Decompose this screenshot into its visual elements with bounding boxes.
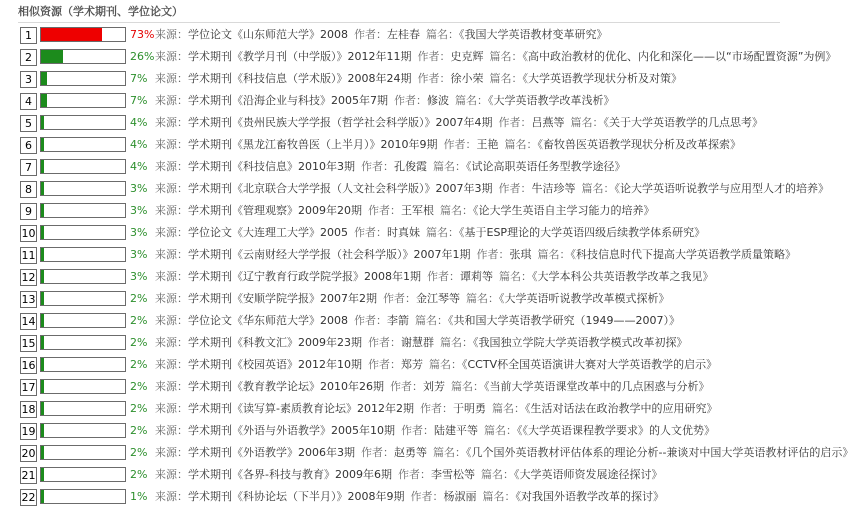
author-label: 作者：	[419, 402, 453, 415]
author-label: 作者：	[476, 248, 510, 261]
similarity-bar	[40, 313, 126, 328]
author-label: 作者：	[383, 292, 416, 305]
title-label: 篇名：	[451, 380, 484, 393]
similarity-percent: 73%	[130, 28, 155, 41]
similarity-bar	[40, 401, 126, 416]
similarity-bar	[40, 159, 126, 174]
similarity-bar	[40, 467, 126, 482]
similarity-bar-fill	[41, 50, 63, 63]
similarity-bar	[40, 115, 126, 130]
similarity-bar	[40, 137, 126, 152]
similarity-bar-fill	[41, 182, 44, 195]
source-label: 来源：	[155, 28, 188, 41]
source-link[interactable]: 学术期刊《安顺学院学报》2007年2期	[188, 292, 377, 305]
author-label: 作者：	[401, 424, 434, 437]
resource-info	[155, 398, 790, 420]
resource-info	[155, 442, 853, 464]
source-label: 来源：	[155, 490, 188, 503]
rank-number: 3	[20, 71, 37, 88]
list-item	[20, 332, 790, 354]
title-label: 篇名：	[581, 182, 615, 195]
title-label: 篇名：	[489, 72, 523, 85]
similarity-percent: 2%	[130, 380, 148, 393]
similarity-percent: 7%	[130, 72, 148, 85]
title-label: 篇名：	[499, 270, 532, 283]
list-item	[20, 222, 790, 244]
similarity-percent: 7%	[130, 94, 148, 107]
author-label: 作者：	[368, 204, 401, 217]
author-link[interactable]: 赵勇等	[394, 446, 427, 459]
section-title: 相似资源（学术期刊、学位论文）	[18, 4, 780, 23]
similarity-bar-fill	[41, 94, 47, 107]
source-link[interactable]: 学位论文《山东师范大学》2008	[188, 28, 348, 41]
title-link[interactable]: 《关于大学英语教学的几点思考》	[603, 116, 763, 129]
resource-info	[155, 178, 829, 200]
source-label: 来源：	[155, 204, 188, 217]
author-label: 作者：	[394, 94, 427, 107]
source-label: 来源：	[155, 94, 188, 107]
author-link[interactable]: 时真妹	[387, 226, 420, 239]
source-label: 来源：	[155, 226, 188, 239]
similarity-bar-fill	[41, 490, 44, 503]
title-link[interactable]: 《大学英语教学改革浅析》	[488, 94, 615, 107]
source-link[interactable]: 学术期刊《贵州民族大学学报（哲学社会科学版）》2007年4期	[188, 116, 493, 129]
similarity-bar-fill	[41, 292, 44, 305]
author-label: 作者：	[427, 270, 460, 283]
rank-number: 19	[21, 425, 36, 438]
resource-info	[155, 266, 790, 288]
rank-number: 7	[20, 159, 37, 176]
similarity-bar	[40, 27, 126, 42]
source-label: 来源：	[155, 336, 188, 349]
rank-number: 12	[21, 271, 36, 284]
source-label: 来源：	[155, 380, 188, 393]
rank-number: 10	[21, 227, 36, 240]
similarity-percent: 4%	[130, 160, 148, 173]
list-item	[20, 464, 790, 486]
title-label: 篇名：	[426, 226, 459, 239]
resource-info	[155, 222, 790, 244]
title-label: 篇名：	[426, 28, 459, 41]
title-link[interactable]: 《大学本科公共英语教学改革之我见》	[532, 270, 714, 283]
similarity-bar-fill	[41, 402, 44, 415]
source-link[interactable]: 学术期刊《教育教学论坛》2010年26期	[188, 380, 384, 393]
similarity-bar	[40, 423, 126, 438]
similarity-percent: 4%	[130, 116, 148, 129]
resource-info	[155, 46, 837, 68]
similarity-bar-fill	[41, 248, 44, 261]
author-link[interactable]: 史克辉	[450, 50, 484, 63]
list-item	[20, 486, 790, 508]
similarity-percent: 2%	[130, 424, 148, 437]
rank-number: 4	[20, 93, 37, 110]
source-link[interactable]: 学术期刊《北京联合大学学报（人文社会科学版）》2007年3期	[188, 182, 493, 195]
similarity-bar	[40, 93, 126, 108]
title-link[interactable]: 《大学英语教学现状分析及对策》	[522, 72, 682, 85]
author-link[interactable]: 王军根	[401, 204, 434, 217]
title-label: 篇名：	[484, 424, 517, 437]
similarity-bar-fill	[41, 204, 44, 217]
source-label: 来源：	[155, 402, 188, 415]
author-label: 作者：	[390, 380, 423, 393]
rank-number: 13	[21, 293, 36, 306]
similarity-bar	[40, 445, 126, 460]
resource-info	[155, 332, 790, 354]
list-item	[20, 442, 853, 464]
rank-number: 22	[21, 491, 36, 504]
source-link[interactable]: 学术期刊《各界-科技与教育》2009年6期	[188, 468, 392, 481]
author-link[interactable]: 修波	[427, 94, 449, 107]
list-item	[20, 398, 790, 420]
author-label: 作者：	[397, 468, 431, 481]
resource-info	[155, 156, 790, 178]
similarity-bar	[40, 357, 126, 372]
similarity-bar	[40, 291, 126, 306]
author-link[interactable]: 孔俊霞	[394, 160, 427, 173]
rank-number: 21	[21, 469, 36, 482]
title-link[interactable]: 《我国独立学院大学英语教学模式改革初探》	[473, 336, 688, 349]
author-label: 作者：	[498, 116, 532, 129]
similarity-percent: 2%	[130, 402, 148, 415]
similarity-bar-fill	[41, 314, 44, 327]
title-link[interactable]: 《科技信息时代下提高大学英语教学质量策略》	[570, 248, 796, 261]
title-link[interactable]: 《大学英语听说教学改革模式探析》	[499, 292, 670, 305]
title-link[interactable]: 《高中政治教材的优化、内化和深化——以“市场配置资源”为例》	[522, 50, 837, 63]
list-item	[20, 244, 796, 266]
author-label: 作者：	[361, 446, 394, 459]
similarity-bar-fill	[41, 446, 44, 459]
similarity-bar	[40, 71, 126, 86]
title-link[interactable]: 《基于ESP理论的大学英语四级后续教学体系研究》	[459, 226, 706, 239]
source-link[interactable]: 学术期刊《辽宁教育行政学院学报》2008年1期	[188, 270, 421, 283]
source-label: 来源：	[155, 468, 188, 481]
similarity-bar-fill	[41, 270, 44, 283]
source-label: 来源：	[155, 116, 188, 129]
source-link[interactable]: 学术期刊《管理观察》2009年20期	[188, 204, 362, 217]
source-label: 来源：	[155, 160, 188, 173]
similarity-bar	[40, 181, 126, 196]
title-label: 篇名：	[489, 50, 523, 63]
author-link[interactable]: 李箭	[387, 314, 409, 327]
rank-number: 20	[21, 447, 36, 460]
title-link[interactable]: 《论大学生英语自主学习能力的培养》	[473, 204, 655, 217]
source-label: 来源：	[155, 50, 188, 63]
source-label: 来源：	[155, 72, 188, 85]
rank-number: 8	[20, 181, 37, 198]
source-link[interactable]: 学术期刊《教学月刊（中学版）》2012年11期	[188, 50, 412, 63]
resource-info	[155, 112, 790, 134]
title-link[interactable]: 《《大学英语课程教学要求》的人文优势》	[517, 424, 715, 437]
author-link[interactable]: 杨淑丽	[443, 490, 477, 503]
similarity-bar	[40, 335, 126, 350]
title-link[interactable]: 《CCTV杯全国英语演讲大赛对大学英语教学的启示》	[462, 358, 718, 371]
similarity-percent: 2%	[130, 446, 148, 459]
list-item	[20, 112, 790, 134]
similarity-bar-fill	[41, 116, 44, 129]
list-item	[20, 178, 829, 200]
list-item	[20, 24, 790, 46]
rank-number: 5	[20, 115, 37, 132]
author-link[interactable]: 谭莉等	[460, 270, 493, 283]
author-link[interactable]: 金江琴等	[416, 292, 460, 305]
similarity-percent: 3%	[130, 204, 148, 217]
rank-number: 16	[21, 359, 36, 372]
resource-info	[155, 200, 790, 222]
rank-number: 2	[20, 49, 37, 66]
title-label: 篇名：	[466, 292, 499, 305]
similarity-bar	[40, 269, 126, 284]
title-label: 篇名：	[482, 490, 516, 503]
source-link[interactable]: 学位论文《大连理工大学》2005	[188, 226, 348, 239]
author-link[interactable]: 王艳	[476, 138, 499, 151]
title-link[interactable]: 《畜牧兽医英语教学现状分析及改革探索》	[537, 138, 741, 151]
list-item	[20, 420, 790, 442]
rank-number: 15	[21, 337, 36, 350]
source-link[interactable]: 学术期刊《校园英语》2012年10期	[188, 358, 362, 371]
similarity-bar	[40, 247, 126, 262]
title-label: 篇名：	[415, 314, 448, 327]
list-item	[20, 156, 790, 178]
rank-number: 18	[21, 403, 36, 416]
source-link[interactable]: 学术期刊《科教文汇》2009年23期	[188, 336, 362, 349]
author-label: 作者：	[417, 50, 451, 63]
author-link[interactable]: 陆建平等	[434, 424, 478, 437]
author-label: 作者：	[368, 336, 401, 349]
author-link[interactable]: 徐小荣	[450, 72, 484, 85]
title-label: 篇名：	[440, 204, 473, 217]
author-label: 作者：	[443, 138, 477, 151]
author-label: 作者：	[498, 182, 532, 195]
author-link[interactable]: 郑芳	[401, 358, 423, 371]
title-label: 篇名：	[433, 160, 466, 173]
title-link[interactable]: 《对我国外语教学改革的探讨》	[515, 490, 664, 503]
source-link[interactable]: 学术期刊《读写算-素质教育论坛》2012年2期	[188, 402, 414, 415]
similarity-bar-fill	[41, 226, 44, 239]
list-item	[20, 288, 790, 310]
resource-info	[155, 310, 790, 332]
similarity-bar-fill	[41, 424, 44, 437]
title-link[interactable]: 《试论高职英语任务型教学途径》	[466, 160, 626, 173]
title-link[interactable]: 《我国大学英语教材变革研究》	[459, 28, 608, 41]
source-label: 来源：	[155, 138, 188, 151]
similarity-bar	[40, 203, 126, 218]
rank-number: 17	[21, 381, 36, 394]
rank-number: 9	[20, 203, 37, 220]
similarity-percent: 3%	[130, 248, 148, 261]
resource-info	[155, 24, 790, 46]
author-label: 作者：	[410, 490, 444, 503]
resource-info	[155, 90, 790, 112]
author-link[interactable]: 左桂春	[387, 28, 420, 41]
similarity-bar-fill	[41, 468, 44, 481]
similarity-percent: 3%	[130, 226, 148, 239]
title-label: 篇名：	[570, 116, 604, 129]
similarity-bar-fill	[41, 138, 44, 151]
list-item	[20, 134, 790, 156]
source-label: 来源：	[155, 292, 188, 305]
author-link[interactable]: 刘芳	[423, 380, 445, 393]
similarity-bar	[40, 489, 126, 504]
title-label: 篇名：	[491, 402, 525, 415]
title-label: 篇名：	[455, 94, 488, 107]
similarity-percent: 26%	[130, 50, 155, 63]
author-link[interactable]: 谢慧群	[401, 336, 434, 349]
source-label: 来源：	[155, 182, 188, 195]
author-label: 作者：	[417, 72, 451, 85]
resource-info	[155, 376, 790, 398]
source-link[interactable]: 学位论文《华东师范大学》2008	[188, 314, 348, 327]
list-item	[20, 68, 790, 90]
similarity-bar	[40, 49, 126, 64]
source-link[interactable]: 学术期刊《沿海企业与科技》2005年7期	[188, 94, 388, 107]
source-link[interactable]: 学术期刊《科技信息》2010年3期	[188, 160, 355, 173]
resource-info	[155, 420, 790, 442]
similarity-bar	[40, 225, 126, 240]
similarity-percent: 2%	[130, 292, 148, 305]
author-label: 作者：	[354, 28, 387, 41]
similarity-bar-fill	[41, 160, 44, 173]
author-label: 作者：	[354, 226, 387, 239]
list-item	[20, 46, 837, 68]
similarity-percent: 3%	[130, 270, 148, 283]
similarity-bar-fill	[41, 28, 102, 41]
source-label: 来源：	[155, 358, 188, 371]
title-link[interactable]: 《论大学英语听说教学与应用型人才的培养》	[614, 182, 829, 195]
resource-info	[155, 134, 790, 156]
resource-info	[155, 354, 790, 376]
similarity-percent: 2%	[130, 468, 148, 481]
source-label: 来源：	[155, 424, 188, 437]
resource-info	[155, 68, 790, 90]
author-link[interactable]: 牛洁珍等	[531, 182, 576, 195]
rank-number: 11	[21, 249, 36, 262]
results-list	[20, 24, 853, 508]
list-item	[20, 200, 790, 222]
source-link[interactable]: 学术期刊《外语教学》2006年3期	[188, 446, 355, 459]
list-item	[20, 354, 790, 376]
title-label: 篇名：	[504, 138, 538, 151]
similarity-percent: 1%	[130, 490, 148, 503]
title-link[interactable]: 《共和国大学英语教学研究（1949——2007）》	[448, 314, 680, 327]
author-label: 作者：	[361, 160, 394, 173]
similarity-bar-fill	[41, 380, 44, 393]
similarity-bar-fill	[41, 336, 44, 349]
rank-number: 1	[20, 27, 37, 44]
author-link[interactable]: 李雪松等	[430, 468, 475, 481]
similarity-percent: 3%	[130, 182, 148, 195]
title-label: 篇名：	[537, 248, 571, 261]
source-link[interactable]: 学术期刊《科协论坛（下半月）》2008年9期	[188, 490, 405, 503]
title-link[interactable]: 《当前大学英语课堂改革中的几点困惑与分析》	[484, 380, 710, 393]
title-link[interactable]: 《几个国外英语教材评估体系的理论分析--兼谈对中国大学英语教材评估的启示》	[466, 446, 853, 459]
title-label: 篇名：	[433, 446, 466, 459]
title-link[interactable]: 《大学英语师资发展途径探讨》	[513, 468, 663, 481]
similarity-bar	[40, 379, 126, 394]
title-label: 篇名：	[440, 336, 473, 349]
source-link[interactable]: 学术期刊《黑龙江畜牧兽医（上半月）》2010年9期	[188, 138, 438, 151]
similarity-percent: 2%	[130, 336, 148, 349]
author-link[interactable]: 于明勇	[452, 402, 486, 415]
similarity-bar-fill	[41, 72, 47, 85]
similarity-percent: 2%	[130, 358, 148, 371]
list-item	[20, 376, 790, 398]
title-label: 篇名：	[480, 468, 514, 481]
resource-info	[155, 244, 796, 266]
source-label: 来源：	[155, 248, 188, 261]
similarity-percent: 4%	[130, 138, 148, 151]
list-item	[20, 90, 790, 112]
list-item	[20, 310, 790, 332]
author-link[interactable]: 张琪	[509, 248, 532, 261]
similarity-percent: 2%	[130, 314, 148, 327]
source-link[interactable]: 学术期刊《科技信息（学术版）》2008年24期	[188, 72, 412, 85]
source-label: 来源：	[155, 446, 188, 459]
source-link[interactable]: 学术期刊《外语与外语教学》2005年10期	[188, 424, 395, 437]
author-label: 作者：	[354, 314, 387, 327]
resource-info	[155, 288, 790, 310]
title-link[interactable]: 《生活对话法在政治教学中的应用研究》	[524, 402, 718, 415]
source-label: 来源：	[155, 270, 188, 283]
resource-info	[155, 486, 790, 508]
author-link[interactable]: 吕燕等	[531, 116, 565, 129]
title-label: 篇名：	[429, 358, 462, 371]
source-link[interactable]: 学术期刊《云南财经大学学报（社会科学版）》2007年1期	[188, 248, 471, 261]
source-label: 来源：	[155, 314, 188, 327]
rank-number: 6	[20, 137, 37, 154]
list-item	[20, 266, 790, 288]
rank-number: 14	[21, 315, 36, 328]
similarity-bar-fill	[41, 358, 44, 371]
resource-info	[155, 464, 790, 486]
author-label: 作者：	[368, 358, 401, 371]
